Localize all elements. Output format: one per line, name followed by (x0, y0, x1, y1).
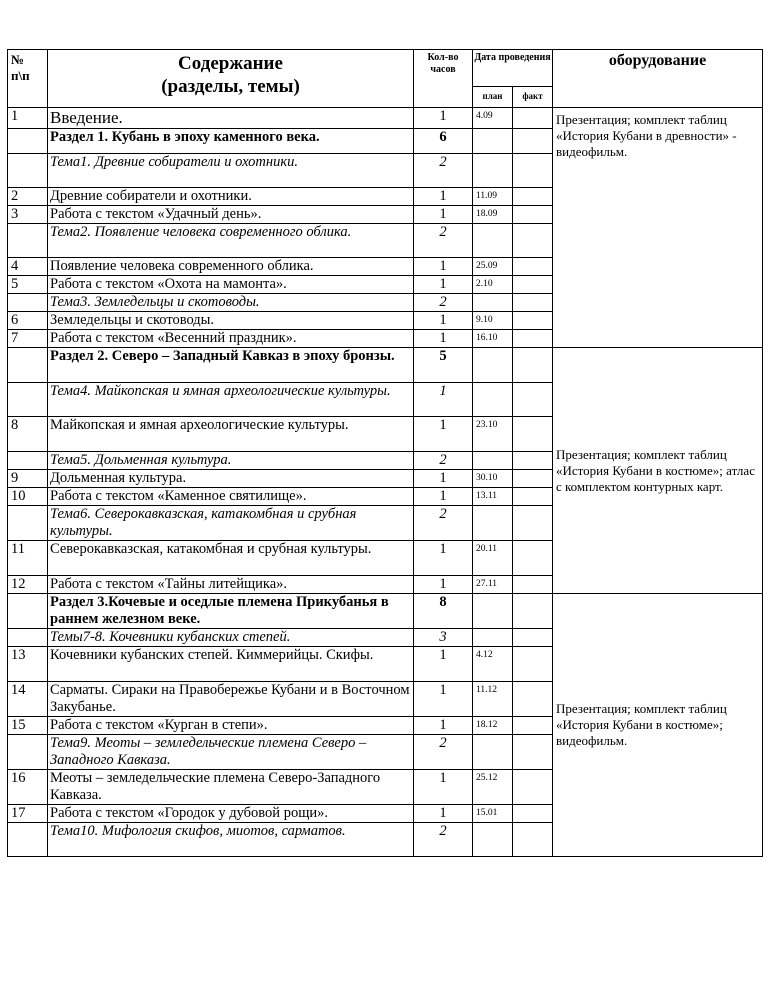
row-fact-date (513, 717, 553, 735)
row-fact-date (513, 312, 553, 330)
lesson-title: Сарматы. Сираки на Правобережье Кубани и в Восточном Закубанье. (48, 682, 414, 717)
row-hours: 1 (414, 770, 473, 805)
row-fact-date (513, 770, 553, 805)
row-number: 8 (8, 417, 48, 452)
header-date: Дата проведения (473, 50, 553, 87)
row-fact-date (513, 224, 553, 258)
topic-title: Темы7-8. Кочевники кубанских степей. (48, 629, 414, 647)
row-number: 17 (8, 805, 48, 823)
topic-title: Тема10. Мифология скифов, миотов, сарматов. (48, 823, 414, 857)
equipment-cell: Презентация; комплект таблиц «История Кубани в костюме»; атлас с комплектом контурных карт. (553, 348, 763, 594)
topic-title: Тема9. Меоты – земледельческие племена Северо – Западного Кавказа. (48, 735, 414, 770)
topic-title: Тема5. Дольменная культура. (48, 452, 414, 470)
row-fact-date (513, 417, 553, 452)
topic-title: Тема3. Земледельцы и скотоводы. (48, 294, 414, 312)
row-plan-date: 11.09 (473, 188, 513, 206)
row-hours: 5 (414, 348, 473, 383)
row-hours: 1 (414, 682, 473, 717)
header-fact: факт (513, 87, 553, 108)
lesson-title: Работа с текстом «Весенний праздник». (48, 330, 414, 348)
row-plan-date: 15.01 (473, 805, 513, 823)
row-hours: 1 (414, 276, 473, 294)
header-content (48, 50, 414, 108)
row-hours: 2 (414, 735, 473, 770)
lesson-title: Работа с текстом «Охота на мамонта». (48, 276, 414, 294)
topic-title: Тема2. Появление человека современного облика. (48, 224, 414, 258)
row-fact-date (513, 330, 553, 348)
row-fact-date (513, 506, 553, 541)
row-number (8, 823, 48, 857)
lesson-title: Древние собиратели и охотники. (48, 188, 414, 206)
row-plan-date: 2.10 (473, 276, 513, 294)
row-hours: 3 (414, 629, 473, 647)
row-plan-date (473, 629, 513, 647)
row-plan-date: 16.10 (473, 330, 513, 348)
row-plan-date: 4.09 (473, 108, 513, 129)
header-equipment: оборудование (553, 50, 763, 108)
header-content-text: Содержание (разделы, темы) (161, 53, 300, 97)
row-plan-date (473, 348, 513, 383)
row-plan-date: 13.11 (473, 488, 513, 506)
row-fact-date (513, 576, 553, 594)
row-plan-date: 18.09 (473, 206, 513, 224)
row-number (8, 129, 48, 154)
equipment-cell: Презентация; комплект таблиц «История Кубани в костюме»; видеофильм. (553, 594, 763, 857)
row-number (8, 348, 48, 383)
row-plan-date (473, 594, 513, 629)
row-hours: 1 (414, 470, 473, 488)
lesson-title: Северокавказская, катакомбная и срубная культуры. (48, 541, 414, 576)
row-fact-date (513, 383, 553, 417)
row-number: 10 (8, 488, 48, 506)
row-fact-date (513, 823, 553, 857)
row-plan-date: 25.12 (473, 770, 513, 805)
row-hours: 8 (414, 594, 473, 629)
lesson-title: Появление человека современного облика. (48, 258, 414, 276)
row-number: 5 (8, 276, 48, 294)
row-number (8, 629, 48, 647)
row-fact-date (513, 452, 553, 470)
row-hours: 1 (414, 312, 473, 330)
table-row (8, 108, 763, 129)
row-hours: 1 (414, 188, 473, 206)
row-number: 3 (8, 206, 48, 224)
row-hours: 1 (414, 717, 473, 735)
row-number: 2 (8, 188, 48, 206)
topic-title: Тема6. Северокавказская, катакомбная и срубная культуры. (48, 506, 414, 541)
row-fact-date (513, 647, 553, 682)
row-hours: 1 (414, 383, 473, 417)
lesson-title: Дольменная культура. (48, 470, 414, 488)
row-hours: 1 (414, 330, 473, 348)
row-fact-date (513, 258, 553, 276)
row-plan-date (473, 506, 513, 541)
section-title: Раздел 3.Кочевые и оседлые племена Прикубанья в раннем железном веке. (48, 594, 414, 629)
row-hours: 6 (414, 129, 473, 154)
row-number: 11 (8, 541, 48, 576)
row-fact-date (513, 348, 553, 383)
row-number (8, 506, 48, 541)
lesson-title: Работа с текстом «Удачный день». (48, 206, 414, 224)
table-row (8, 348, 763, 383)
row-fact-date (513, 188, 553, 206)
lesson-title: Меоты – земледельческие племена Северо-Западного Кавказа. (48, 770, 414, 805)
row-fact-date (513, 541, 553, 576)
row-fact-date (513, 735, 553, 770)
row-plan-date (473, 154, 513, 188)
row-number: 13 (8, 647, 48, 682)
row-number: 7 (8, 330, 48, 348)
row-number (8, 383, 48, 417)
topic-title: Тема4. Майкопская и ямная археологические культуры. (48, 383, 414, 417)
header-hours: Кол-во часов (414, 50, 473, 108)
row-fact-date (513, 594, 553, 629)
row-number: 15 (8, 717, 48, 735)
row-hours: 2 (414, 294, 473, 312)
row-plan-date: 4.12 (473, 647, 513, 682)
header-plan: план (473, 87, 513, 108)
row-number (8, 452, 48, 470)
row-plan-date: 20.11 (473, 541, 513, 576)
section-title: Раздел 1. Кубань в эпоху каменного века. (48, 129, 414, 154)
row-plan-date (473, 452, 513, 470)
curriculum-table (7, 49, 763, 857)
row-plan-date: 30.10 (473, 470, 513, 488)
lesson-title: Майкопская и ямная археологические культуры. (48, 417, 414, 452)
row-number: 12 (8, 576, 48, 594)
row-hours: 1 (414, 108, 473, 129)
row-fact-date (513, 488, 553, 506)
row-fact-date (513, 805, 553, 823)
row-hours: 1 (414, 805, 473, 823)
row-number (8, 154, 48, 188)
row-number: 16 (8, 770, 48, 805)
row-plan-date: 9.10 (473, 312, 513, 330)
row-fact-date (513, 629, 553, 647)
row-number: 1 (8, 108, 48, 129)
row-fact-date (513, 470, 553, 488)
section-title: Раздел 2. Северо – Западный Кавказ в эпоху бронзы. (48, 348, 414, 383)
lesson-title: Земледельцы и скотоводы. (48, 312, 414, 330)
row-fact-date (513, 682, 553, 717)
row-hours: 1 (414, 258, 473, 276)
row-fact-date (513, 294, 553, 312)
row-fact-date (513, 108, 553, 129)
row-number: 6 (8, 312, 48, 330)
row-number: 4 (8, 258, 48, 276)
lesson-title: Работа с текстом «Тайны литейщика». (48, 576, 414, 594)
equipment-cell: Презентация; комплект таблиц «История Кубани в древности» - видеофильм. (553, 108, 763, 348)
row-plan-date (473, 129, 513, 154)
row-hours: 1 (414, 417, 473, 452)
row-hours: 2 (414, 823, 473, 857)
header-num-text: № п\п (11, 52, 30, 83)
lesson-title: Работа с текстом «Курган в степи». (48, 717, 414, 735)
row-fact-date (513, 154, 553, 188)
row-number (8, 594, 48, 629)
row-hours: 2 (414, 506, 473, 541)
row-plan-date (473, 735, 513, 770)
row-plan-date: 27.11 (473, 576, 513, 594)
table-row (8, 594, 763, 629)
row-hours: 2 (414, 154, 473, 188)
row-number: 9 (8, 470, 48, 488)
row-plan-date: 18.12 (473, 717, 513, 735)
header-row (8, 50, 763, 87)
lesson-title: Введение. (48, 108, 414, 129)
row-hours: 2 (414, 224, 473, 258)
lesson-title: Работа с текстом «Каменное святилище». (48, 488, 414, 506)
lesson-title: Кочевники кубанских степей. Киммерийцы. Скифы. (48, 647, 414, 682)
row-fact-date (513, 129, 553, 154)
row-plan-date (473, 294, 513, 312)
row-plan-date (473, 383, 513, 417)
row-plan-date: 23.10 (473, 417, 513, 452)
row-number (8, 224, 48, 258)
row-hours: 1 (414, 541, 473, 576)
row-hours: 1 (414, 576, 473, 594)
row-fact-date (513, 276, 553, 294)
row-plan-date (473, 224, 513, 258)
row-number (8, 735, 48, 770)
row-hours: 1 (414, 206, 473, 224)
row-fact-date (513, 206, 553, 224)
row-number: 14 (8, 682, 48, 717)
row-plan-date: 25.09 (473, 258, 513, 276)
row-plan-date: 11.12 (473, 682, 513, 717)
row-hours: 1 (414, 488, 473, 506)
header-num (8, 50, 48, 108)
lesson-title: Работа с текстом «Городок у дубовой рощи». (48, 805, 414, 823)
row-number (8, 294, 48, 312)
topic-title: Тема1. Древние собиратели и охотники. (48, 154, 414, 188)
row-hours: 2 (414, 452, 473, 470)
row-hours: 1 (414, 647, 473, 682)
row-plan-date (473, 823, 513, 857)
